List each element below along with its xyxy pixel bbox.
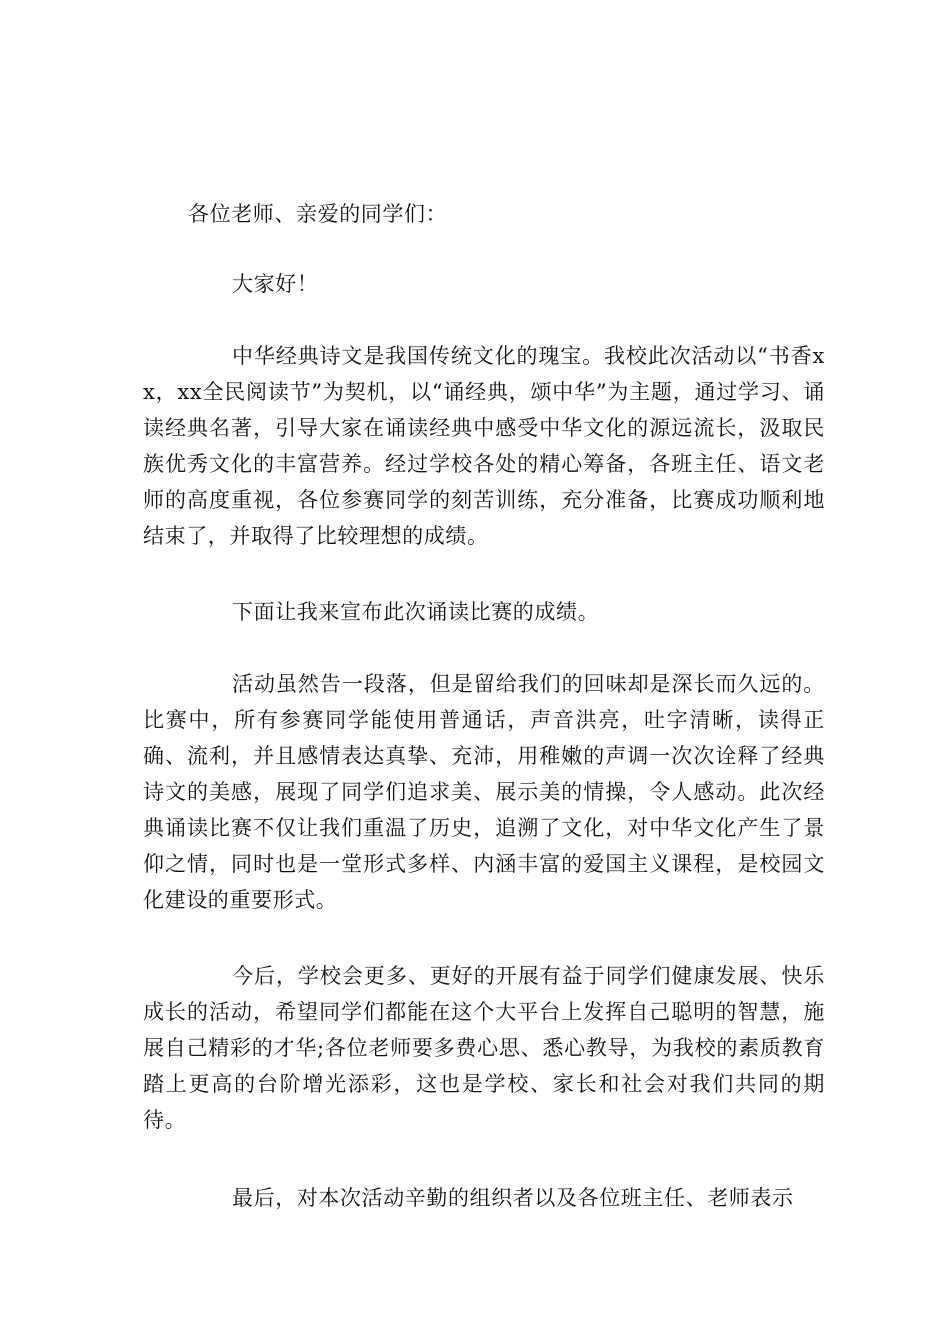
- greeting: 大家好！: [232, 272, 319, 296]
- paragraph-announcement: 下面让我来宣布此次诵读比赛的成绩。: [232, 600, 600, 624]
- paragraph-closing: 最后，对本次活动辛勤的组织者以及各位班主任、老师表示: [232, 1186, 794, 1210]
- paragraph-intro: 中华经典诗文是我国传统文化的瑰宝。我校此次活动以“书香xx，xx全民阅读节”为契机，以“诵经典，颂中华”为主题，通过学习、诵读经典名著，引导大家在诵读经典中感受中华文化的源远流长，汲取民族优秀文化的丰富营养。经过学校各处的精心筹备，各班主任、语文老师的高度重视，各位参赛同学的刻苦训练，充分准备，比赛成功顺利地结束了，并取得了比较理想的成绩。: [143, 344, 825, 548]
- paragraph-reflection: 活动虽然告一段落，但是留给我们的回味却是深长而久远的。比赛中，所有参赛同学能使用普通话，声音洪亮，吐字清晰，读得正确、流利，并且感情表达真挚、充沛，用稚嫩的声调一次次诠释了经典诗文的美感，展现了同学们追求美、展示美的情操，令人感动。此次经典诵读比赛不仅让我们重温了历史，追溯了文化，对中华文化产生了景仰之情，同时也是一堂形式多样、内涵丰富的爱国主义课程，是校园文化建设的重要形式。: [143, 672, 825, 912]
- salutation: 各位老师、亲爱的同学们：: [188, 202, 448, 226]
- paragraph-future: 今后，学校会更多、更好的开展有益于同学们健康发展、快乐成长的活动，希望同学们都能在这个大平台上发挥自己聪明的智慧，施展自己精彩的才华;各位老师要多费心思、悉心教导，为我校的素质教育踏上更高的台阶增光添彩，这也是学校、家长和社会对我们共同的期待。: [143, 964, 825, 1132]
